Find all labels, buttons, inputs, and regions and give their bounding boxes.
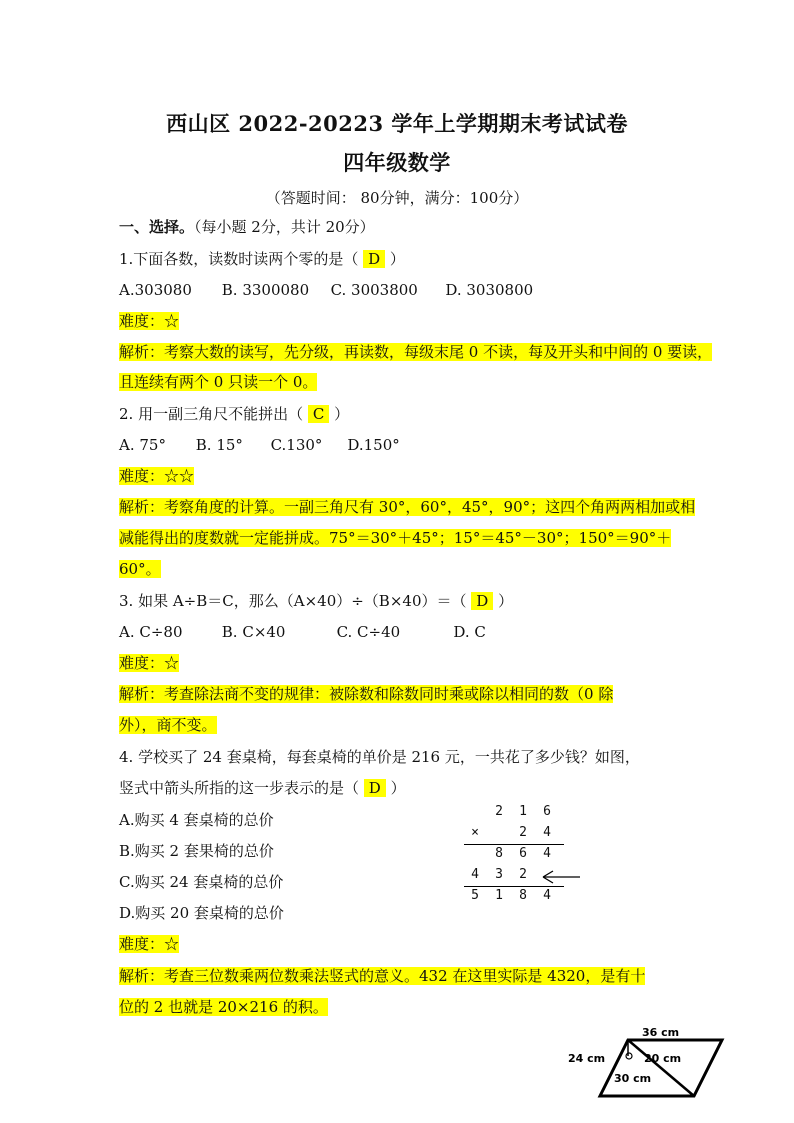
vertical-multiplication: [462, 800, 582, 910]
figure-label-height: 24 cm: [568, 1052, 606, 1065]
question-4-stem-line-1: [119, 746, 640, 768]
exam-info: （答题时间： 80分钟，满分：100分）: [265, 189, 529, 207]
calc-digit: 3: [495, 867, 503, 882]
calc-digit: 1: [495, 888, 503, 903]
question-1-stem: [119, 248, 405, 270]
q4-close: ）: [390, 779, 406, 797]
q4-option-b: B.购买 2 套果椅的总价: [119, 842, 274, 860]
calc-multiplicand: [462, 804, 572, 824]
q3-answer: D: [471, 592, 493, 610]
q3-option-c: C. C÷40: [336, 623, 401, 641]
question-2-analysis-line-1: [119, 496, 695, 518]
q3-stem-text: 3. 如果 A÷B＝C，那么（A×40）÷（B×40）＝（: [119, 592, 467, 610]
calc-partial-1: [462, 846, 572, 866]
calc-digit: 6: [519, 846, 527, 861]
calc-rule-1: [464, 844, 564, 845]
q2-difficulty-text: 难度：☆☆: [119, 467, 195, 485]
question-2-stem: [119, 403, 349, 425]
question-1-options: [119, 279, 533, 301]
q2-analysis-3: 60°。: [119, 560, 161, 578]
q1-close: ）: [389, 250, 405, 268]
q2-option-d: D.150°: [347, 436, 400, 454]
q1-option-c: C. 3003800: [330, 281, 418, 299]
question-4-analysis-line-1: [119, 965, 645, 987]
section-heading: [119, 216, 375, 238]
calc-digit: 8: [519, 888, 527, 903]
q3-option-b: B. C×40: [221, 623, 286, 641]
q4-stem-text-1: 4. 学校买了 24 套桌椅，每套桌椅的单价是 216 元，一共花了多少钱？如图，: [119, 748, 640, 766]
q4-analysis-1: 解析：考查三位数乘两位数乘法竖式的意义。432 在这里实际是 4320，是有十: [119, 967, 646, 985]
calc-digit: 2: [519, 825, 527, 840]
section-note: （每小题 2分，共计 20分）: [194, 218, 375, 236]
q1-stem-text: 1.下面各数，读数时读两个零的是（: [119, 250, 359, 268]
question-2-difficulty: [119, 465, 194, 487]
question-3-analysis-line-1: [119, 683, 613, 705]
question-1-analysis-line-1: [119, 341, 712, 363]
question-2-analysis-line-3: [119, 558, 161, 580]
question-4-stem-line-2: [119, 777, 406, 799]
q1-analysis-2: 且连续有两个 0 只读一个 0。: [119, 373, 318, 391]
q2-answer: C: [308, 405, 329, 423]
calc-digit: 1: [519, 804, 527, 819]
section-title: 一、选择。: [119, 218, 195, 236]
q4-answer: D: [364, 779, 386, 797]
question-3-difficulty: [119, 652, 179, 674]
exam-title: 西山区 2022-20223 学年上学期期末考试试卷: [166, 111, 628, 136]
calc-digit: 4: [543, 888, 551, 903]
figure-label-inner: 20 cm: [644, 1052, 682, 1065]
question-2-analysis-line-2: [119, 527, 671, 549]
exam-grade: 四年级数学: [343, 150, 451, 175]
q3-close: ）: [498, 592, 514, 610]
q4-stem-text-2: 竖式中箭头所指的这一步表示的是（: [119, 779, 360, 797]
q4-option-d: D.购买 20 套桌椅的总价: [119, 904, 284, 922]
calc-digit: 4: [543, 846, 551, 861]
q2-close: ）: [334, 405, 350, 423]
q4-option-c: C.购买 24 套桌椅的总价: [119, 873, 284, 891]
q3-analysis-2: 外），商不变。: [119, 716, 217, 734]
q2-option-a: A. 75°: [119, 436, 166, 454]
calc-digit: 6: [543, 804, 551, 819]
q1-difficulty-text: 难度：☆: [119, 312, 180, 330]
calc-digit: 4: [471, 867, 479, 882]
q3-analysis-1: 解析：考查除法商不变的规律：被除数和除数同时乘或除以相同的数（0 除: [119, 685, 614, 703]
question-3-options: [119, 621, 486, 643]
calc-multiplier: [462, 825, 572, 845]
question-1-analysis-line-2: [119, 371, 317, 393]
q4-analysis-2: 位的 2 也就是 20×216 的积。: [119, 998, 328, 1016]
question-2-options: [119, 434, 400, 456]
calc-product: [462, 888, 572, 908]
q2-option-c: C.130°: [270, 436, 323, 454]
q2-analysis-1: 解析：考察角度的计算。一副三角尺有 30°，60°，45°，90°；这四个角两两相加或相: [119, 498, 696, 516]
parallelogram-figure: [560, 1020, 730, 1102]
figure-label-diagonal: 30 cm: [614, 1072, 652, 1085]
q3-option-a: A. C÷80: [119, 623, 183, 641]
calc-digit: 8: [495, 846, 503, 861]
q2-stem-text: 2. 用一副三角尺不能拼出（: [119, 405, 304, 423]
q2-option-b: B. 15°: [195, 436, 243, 454]
q4-difficulty-text: 难度：☆: [119, 935, 180, 953]
calc-rule-2: [464, 886, 564, 887]
calc-digit: 4: [543, 825, 551, 840]
calc-digit: 2: [495, 804, 503, 819]
q3-option-d: D. C: [453, 623, 486, 641]
question-3-analysis-line-2: [119, 714, 217, 736]
q1-option-a: A.303080: [119, 281, 192, 299]
q3-difficulty-text: 难度：☆: [119, 654, 180, 672]
question-3-stem: [119, 590, 513, 612]
calc-digit: 5: [471, 888, 479, 903]
calc-digit: 2: [519, 867, 527, 882]
q1-option-d: D. 3030800: [445, 281, 534, 299]
q4-option-a: A.购买 4 套桌椅的总价: [119, 811, 274, 829]
arrow-left-icon: [540, 868, 582, 884]
times-sign: ×: [471, 825, 479, 840]
q1-analysis-1: 解析：考察大数的读写，先分级，再读数，每级末尾 0 不读，每及开头和中间的 0 要读，: [119, 343, 713, 361]
q2-analysis-2: 减能得出的度数就一定能拼成。75°＝30°＋45°；15°＝45°－30°；150°＝90°＋: [119, 529, 672, 547]
question-4-difficulty: [119, 933, 179, 955]
figure-label-top: 36 cm: [642, 1026, 680, 1039]
q1-option-b: B. 3300080: [221, 281, 310, 299]
q1-answer: D: [363, 250, 385, 268]
question-1-difficulty: [119, 310, 179, 332]
question-4-analysis-line-2: [119, 996, 328, 1018]
